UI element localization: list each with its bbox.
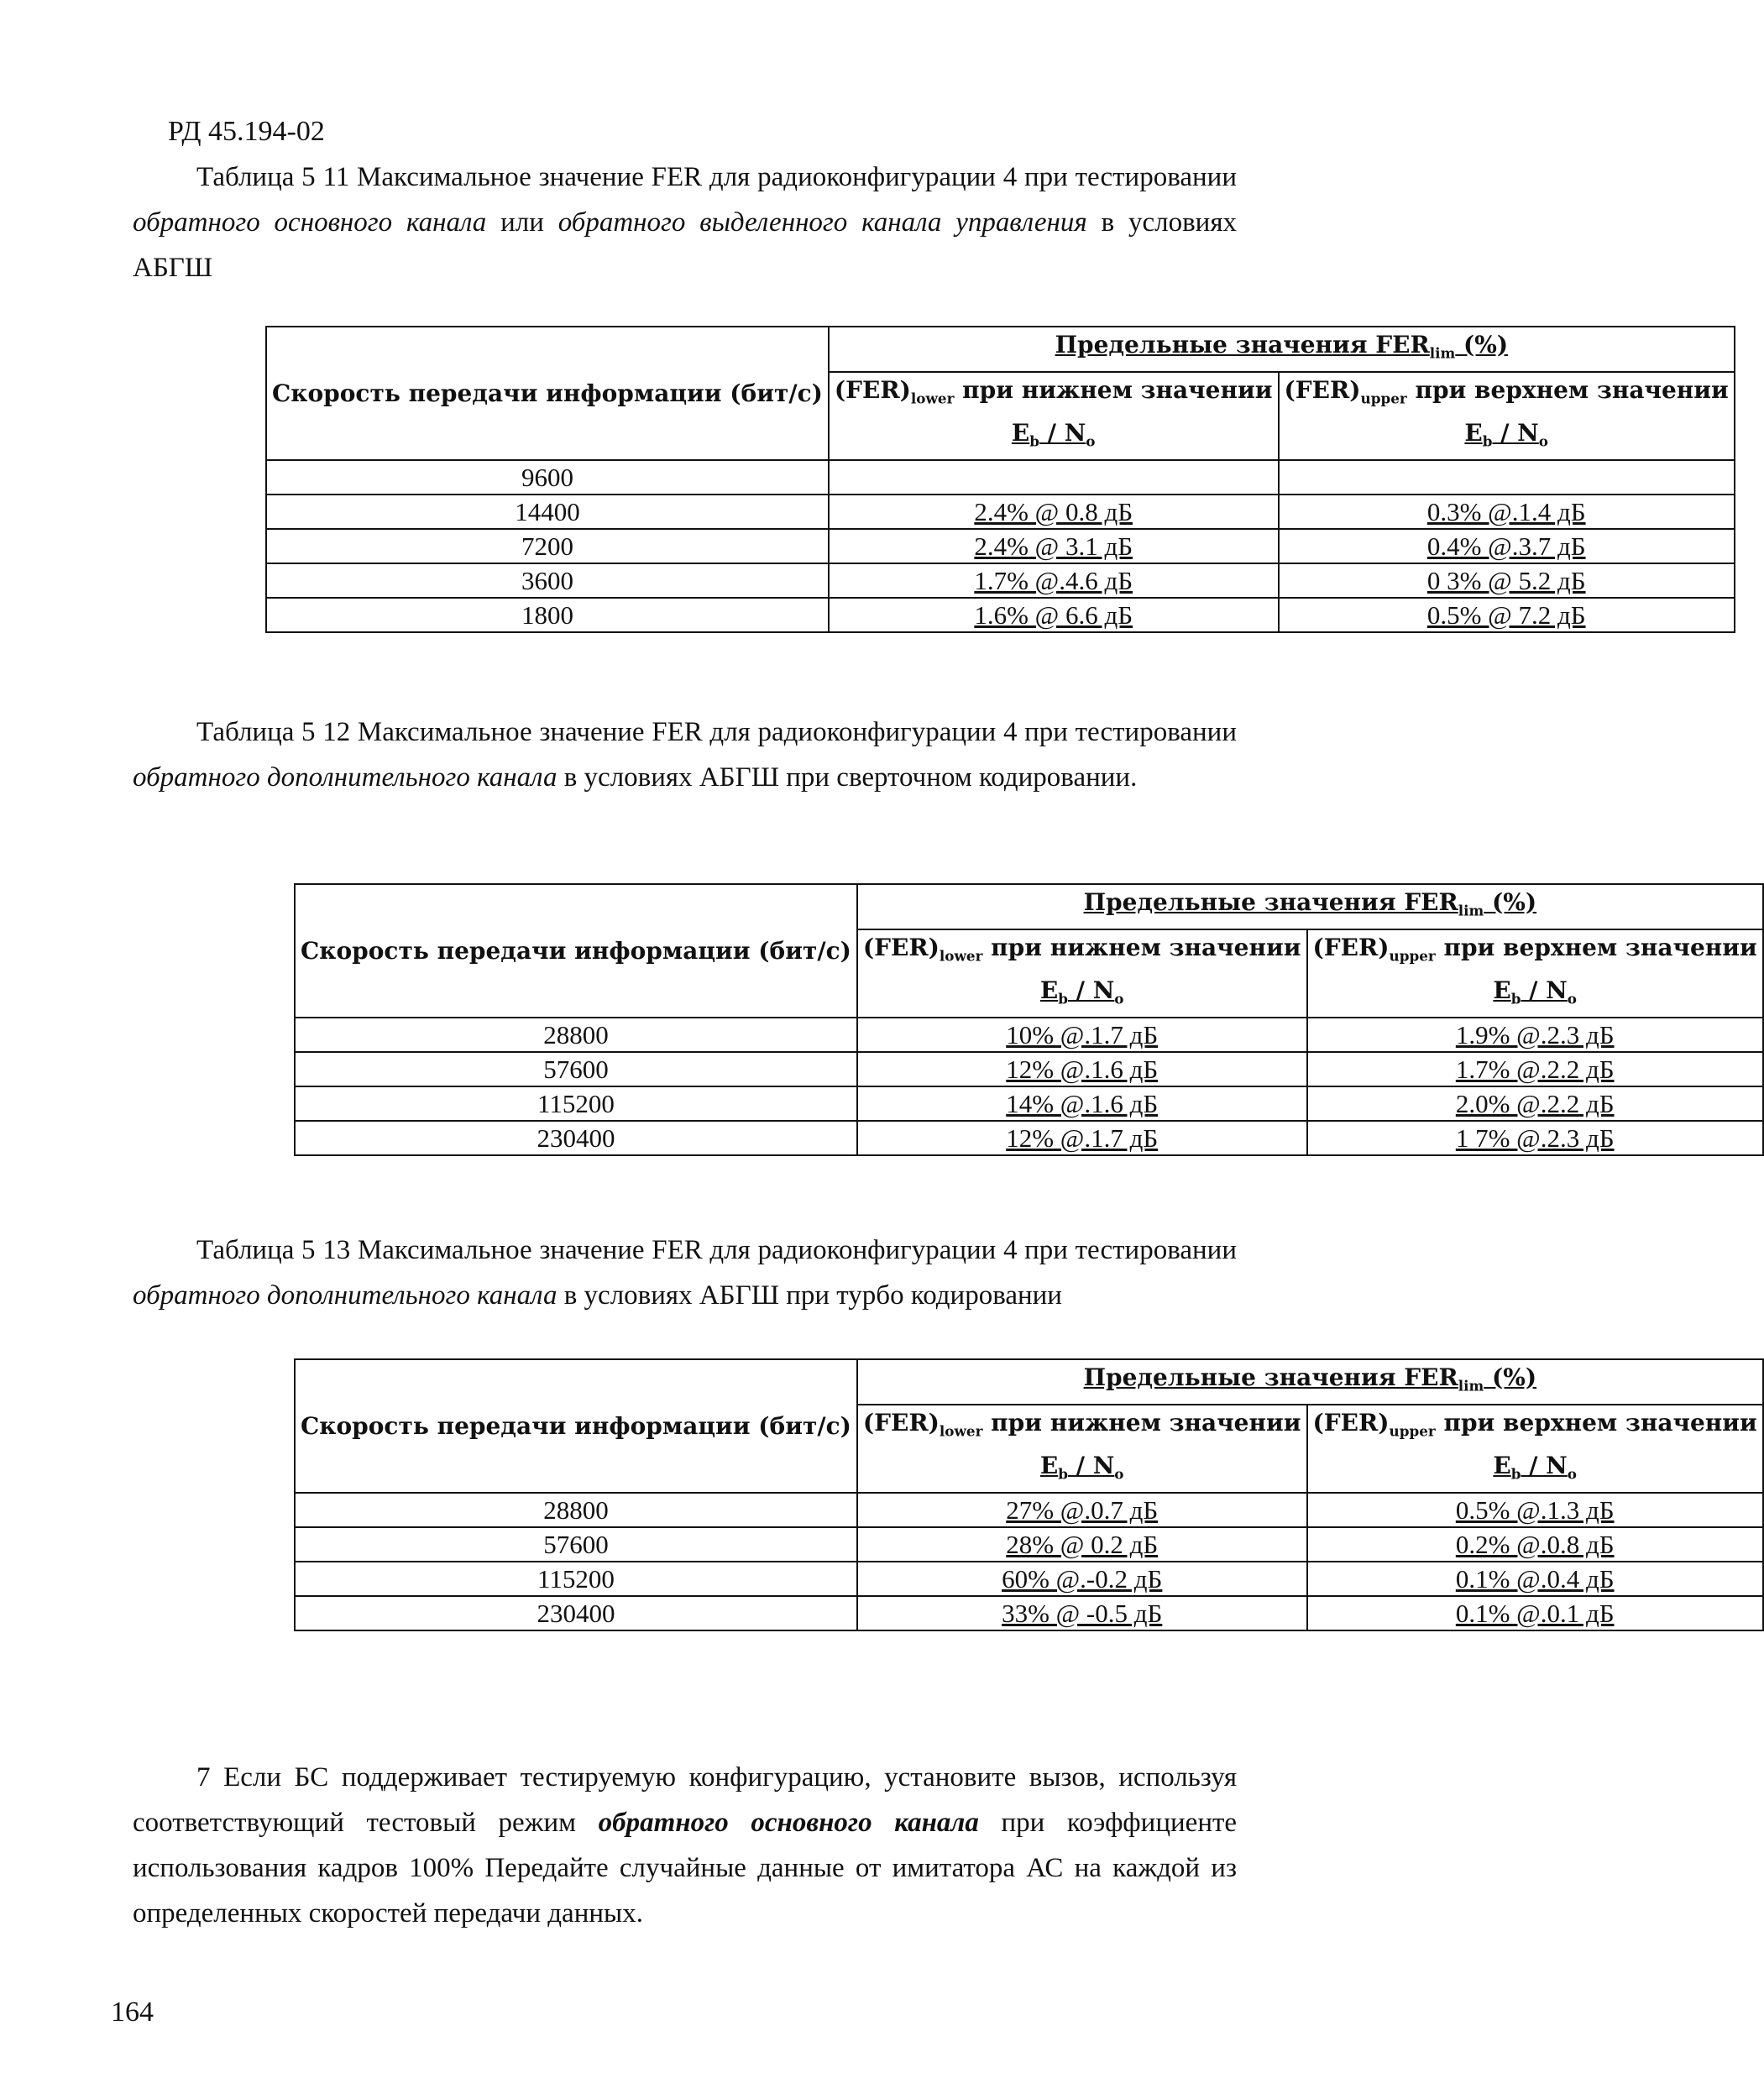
header-limits: Предельные значения $FER_{lim}$ (%) xyxy=(857,884,1763,929)
table-caption-5-12 xyxy=(133,709,1237,800)
header-lower: $(FER)_{lower}$ при нижнем значении $E_b / N_o$ xyxy=(829,372,1279,460)
caption-text: Максимальное значение FER для радиоконфигурации 4 при тестировании xyxy=(357,717,1237,747)
caption-label: Таблица 5 13 xyxy=(196,1235,351,1265)
table-caption-5-11 xyxy=(133,154,1237,290)
header-lower: $(FER)_{lower}$ при нижнем значении $E_b / N_o$ xyxy=(857,1405,1307,1493)
step-text: Если БС поддерживает тестируемую конфигурацию, установите вызов, используя соответствующий тестовый режим xyxy=(133,1762,1238,1838)
header-rate: Скорость передачи информации (бит/с) xyxy=(295,1359,857,1493)
caption-label: Таблица 5 12 xyxy=(196,717,351,747)
step-7-paragraph xyxy=(133,1755,1237,1936)
header-upper: $(FER)_{upper}$ при верхнем значении $E_b / N_o$ xyxy=(1307,929,1763,1018)
table-row: 57600 12% @.1.6 дБ 1.7% @.2.2 дБ xyxy=(295,1052,1763,1086)
caption-channel: обратного дополнительного канала xyxy=(133,762,557,793)
step-text-after: при коэффициенте использования кадров 100% Передайте случайные данные от имитатора АС на каждой из определенных скоростей передачи данных. xyxy=(133,1808,1238,1929)
header-upper: $(FER)_{upper}$ при верхнем значении $E_b / N_o$ xyxy=(1307,1405,1763,1493)
header-rate: Скорость передачи информации (бит/с) xyxy=(266,327,829,460)
table-row: 9600 xyxy=(266,460,1735,495)
header-limits: Предельные значения $FER_{lim}$ (%) xyxy=(857,1359,1763,1405)
page-number: 164 xyxy=(111,1997,154,2028)
header-rate: Скорость передачи информации (бит/с) xyxy=(295,884,857,1018)
caption-text-after: в условиях АБГШ xyxy=(133,207,1238,283)
table-row: 3600 1.7% @.4.6 дБ 0 3% @ 5.2 дБ xyxy=(266,563,1735,598)
page-header: РД 45.194-02 xyxy=(168,116,325,147)
caption-text: Максимальное значение FER для радиоконфигурации 4 при тестировании xyxy=(357,1235,1237,1265)
table-row: 1800 1.6% @ 6.6 дБ 0.5% @ 7.2 дБ xyxy=(266,598,1735,632)
fer-table-5-11 xyxy=(265,326,1735,633)
fer-table-5-12 xyxy=(294,883,1764,1156)
header-lower: $(FER)_{lower}$ при нижнем значении $E_b / N_o$ xyxy=(857,929,1307,1018)
header-limits: Предельные значения $FER_{lim}$ (%) xyxy=(829,327,1735,372)
caption-connector: или xyxy=(500,207,544,238)
caption-text-after: в условиях АБГШ при турбо кодировании xyxy=(563,1280,1062,1311)
caption-channel: обратного основного канала xyxy=(133,207,487,238)
step-number: 7 xyxy=(196,1762,211,1793)
caption-channel: обратного дополнительного канала xyxy=(133,1280,557,1311)
table-caption-5-13 xyxy=(133,1227,1237,1318)
caption-label: Таблица 5 11 xyxy=(196,162,350,192)
caption-text-after: в условиях АБГШ при сверточном кодировании. xyxy=(563,762,1138,793)
caption-text: Максимальное значение FER для радиоконфигурации 4 при тестировании xyxy=(357,162,1237,192)
header-upper: $(FER)_{upper}$ при верхнем значении $E_b / N_o$ xyxy=(1279,372,1735,460)
table-row: 115200 14% @.1.6 дБ 2.0% @.2.2 дБ xyxy=(295,1086,1763,1121)
fer-table-5-13 xyxy=(294,1358,1764,1631)
caption-channel-2: обратного выделенного канала управления xyxy=(557,207,1087,238)
table-row: 7200 2.4% @ 3.1 дБ 0.4% @.3.7 дБ xyxy=(266,529,1735,563)
table-row: 14400 2.4% @ 0.8 дБ 0.3% @.1.4 дБ xyxy=(266,495,1735,529)
table-row: 230400 33% @ -0.5 дБ 0.1% @.0.1 дБ xyxy=(295,1596,1763,1630)
table-row: 115200 60% @.-0.2 дБ 0.1% @.0.4 дБ xyxy=(295,1562,1763,1596)
table-row: 57600 28% @ 0.2 дБ 0.2% @.0.8 дБ xyxy=(295,1527,1763,1562)
table-row: 28800 27% @.0.7 дБ 0.5% @.1.3 дБ xyxy=(295,1493,1763,1527)
table-row: 230400 12% @.1.7 дБ 1 7% @.2.3 дБ xyxy=(295,1121,1763,1155)
step-mode: обратного основного канала xyxy=(598,1808,979,1838)
table-row: 28800 10% @.1.7 дБ 1.9% @.2.3 дБ xyxy=(295,1018,1763,1052)
